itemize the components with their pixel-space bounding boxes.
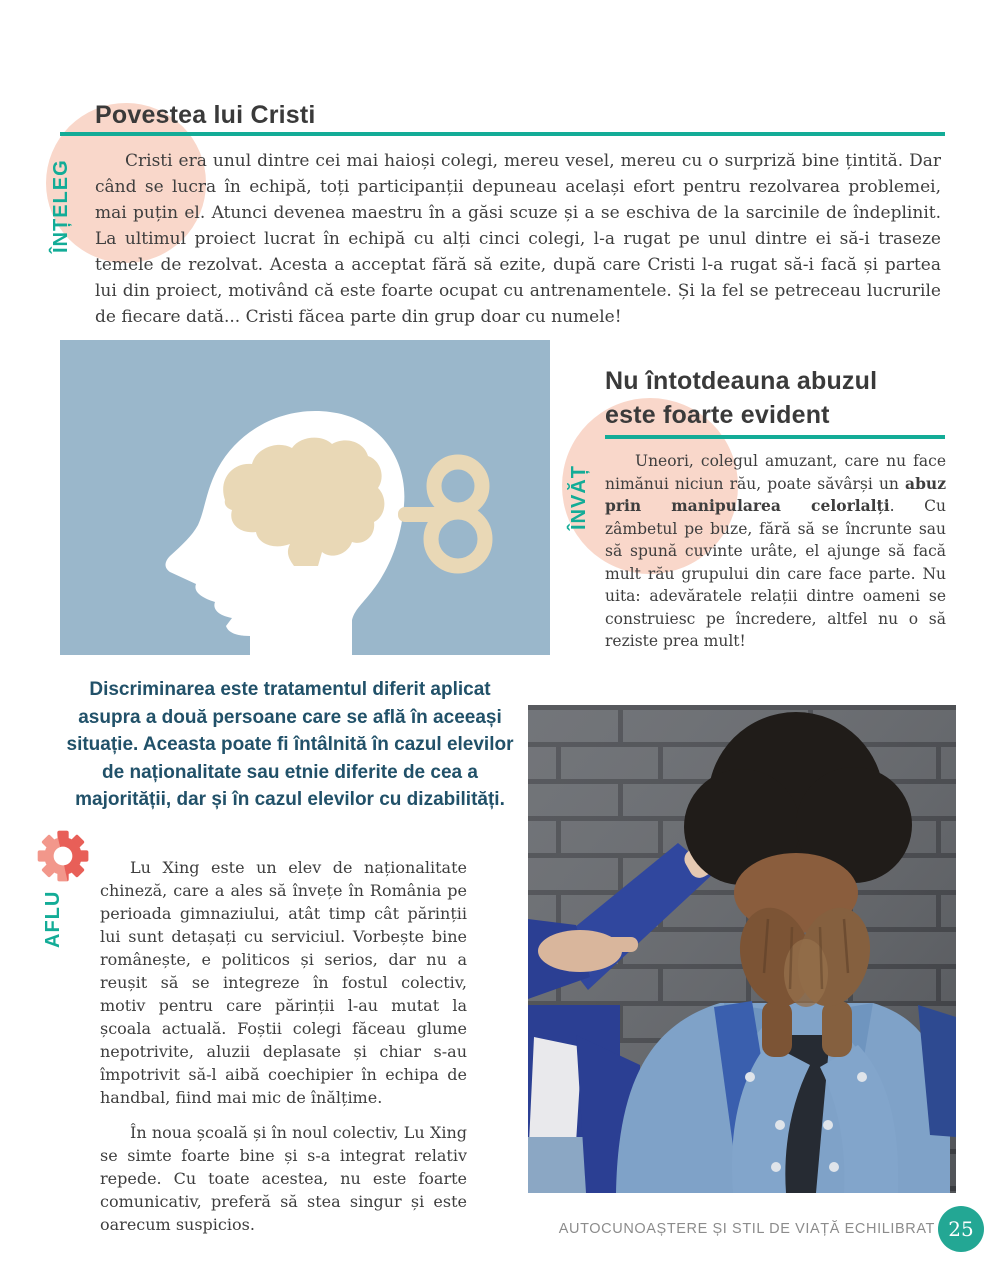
learn-text-pre: Uneori, colegul amuzant, care nu face nimănui niciun rău, poate săvârși un — [605, 452, 946, 493]
discover-badge: AFLU — [42, 890, 64, 948]
learn-paragraph-text — [605, 450, 946, 653]
bullying-photo-svg — [528, 705, 956, 1193]
learn-badge: ÎNVĂȚ — [568, 465, 590, 531]
discover-paragraph-2: În noua școală și în noul colectiv, Lu Xing se simte foarte bine și s-a integrat relativ repede. Cu toate acestea, nu este foarte comunicativ, preferă să stea singur și este oarecum suspicios. — [100, 1123, 467, 1234]
gear-icon-svg — [33, 826, 93, 886]
learn-title — [605, 364, 965, 432]
gear-icon — [33, 826, 93, 886]
story-title-rule — [60, 132, 945, 136]
page-number-badge — [938, 1206, 984, 1252]
footer-chapter-title: AUTOCUNOAȘTERE ȘI STIL DE VIAȚĂ ECHILIBRAT — [558, 1221, 935, 1237]
discover-paragraphs — [100, 856, 467, 1248]
head-key-svg — [60, 340, 550, 655]
wind-up-head-illustration — [60, 340, 550, 655]
learn-text-bold: abuz prin manipularea celorlalți — [605, 473, 946, 515]
story-paragraph-text: Cristi era unul dintre cei mai haioși colegi, mereu vesel, mereu cu o surpriză bine țintită. Dar când se lucra în echipă, toți participanții depuneau același efort pentru rezolvarea problemei, mai puțin el. Atunci devenea maestru în a găsi scuze și a se eschiva de la sarcinile de îndeplinit. La ultimul proiect lucrat în echipă cu alți cinci colegi, l-a rugat pe unul dintre ei să-i traseze temele de rezolvat. Acesta a acceptat fără să ezite, după care Cristi l-a rugat să-i facă și partea lui din proiect, motivând că este foarte ocupat cu antrenamentele. Și la fel se petreceau lucrurile de fiecare dată... Cristi făcea parte din grup doar cu numele! — [95, 151, 941, 327]
page-number: 25 — [948, 1217, 974, 1241]
learn-title-line2: este foarte evident — [605, 401, 830, 429]
learn-title-line1: Nu întotdeauna abuzul — [605, 367, 878, 395]
learn-text-post: . Cu zâmbetul pe buze, fără să se încrunte sau să spună cuvinte urâte, el ajunge să facă mult rău grupului din care face parte. Nu uita: adevăratele relații dintre oameni se construiesc pe încredere, altfel nu o să reziste prea mult! — [605, 497, 946, 650]
story-title: Povestea lui Cristi — [95, 101, 316, 129]
discover-paragraph-1: Lu Xing este un elev de naționalitate chineză, care a ales să învețe în România pe perioada gimnaziului, atât timp cât părinții lui sunt detașați cu serviciul. Vorbește bine românește, e politicos și serios, dar nu a reușit să se integreze în fostul colectiv, motiv pentru care părinții l-au mutat la școala actuală. Foștii colegi făceau glume nepotrivite, aluzii deplasate și chiar s-au împotrivit să-l aibă coechipier în echipa de handbal, fiind mai mic de înălțime. — [100, 858, 467, 1107]
learn-paragraph — [605, 450, 946, 665]
story-badge: ÎNȚELEG — [50, 159, 72, 253]
learn-title-rule — [605, 435, 945, 439]
story-paragraph — [95, 148, 941, 342]
discrimination-definition: Discriminarea este tratamentul diferit aplicat asupra a două persoane care se află în aceeași situație. Aceasta poate fi întâlnită în cazul elevilor de naționalitate sau etnie diferite de cea a majorității, dar și în cazul elevilor cu dizabilități. — [66, 679, 514, 810]
bullying-scene-photo — [528, 705, 956, 1193]
